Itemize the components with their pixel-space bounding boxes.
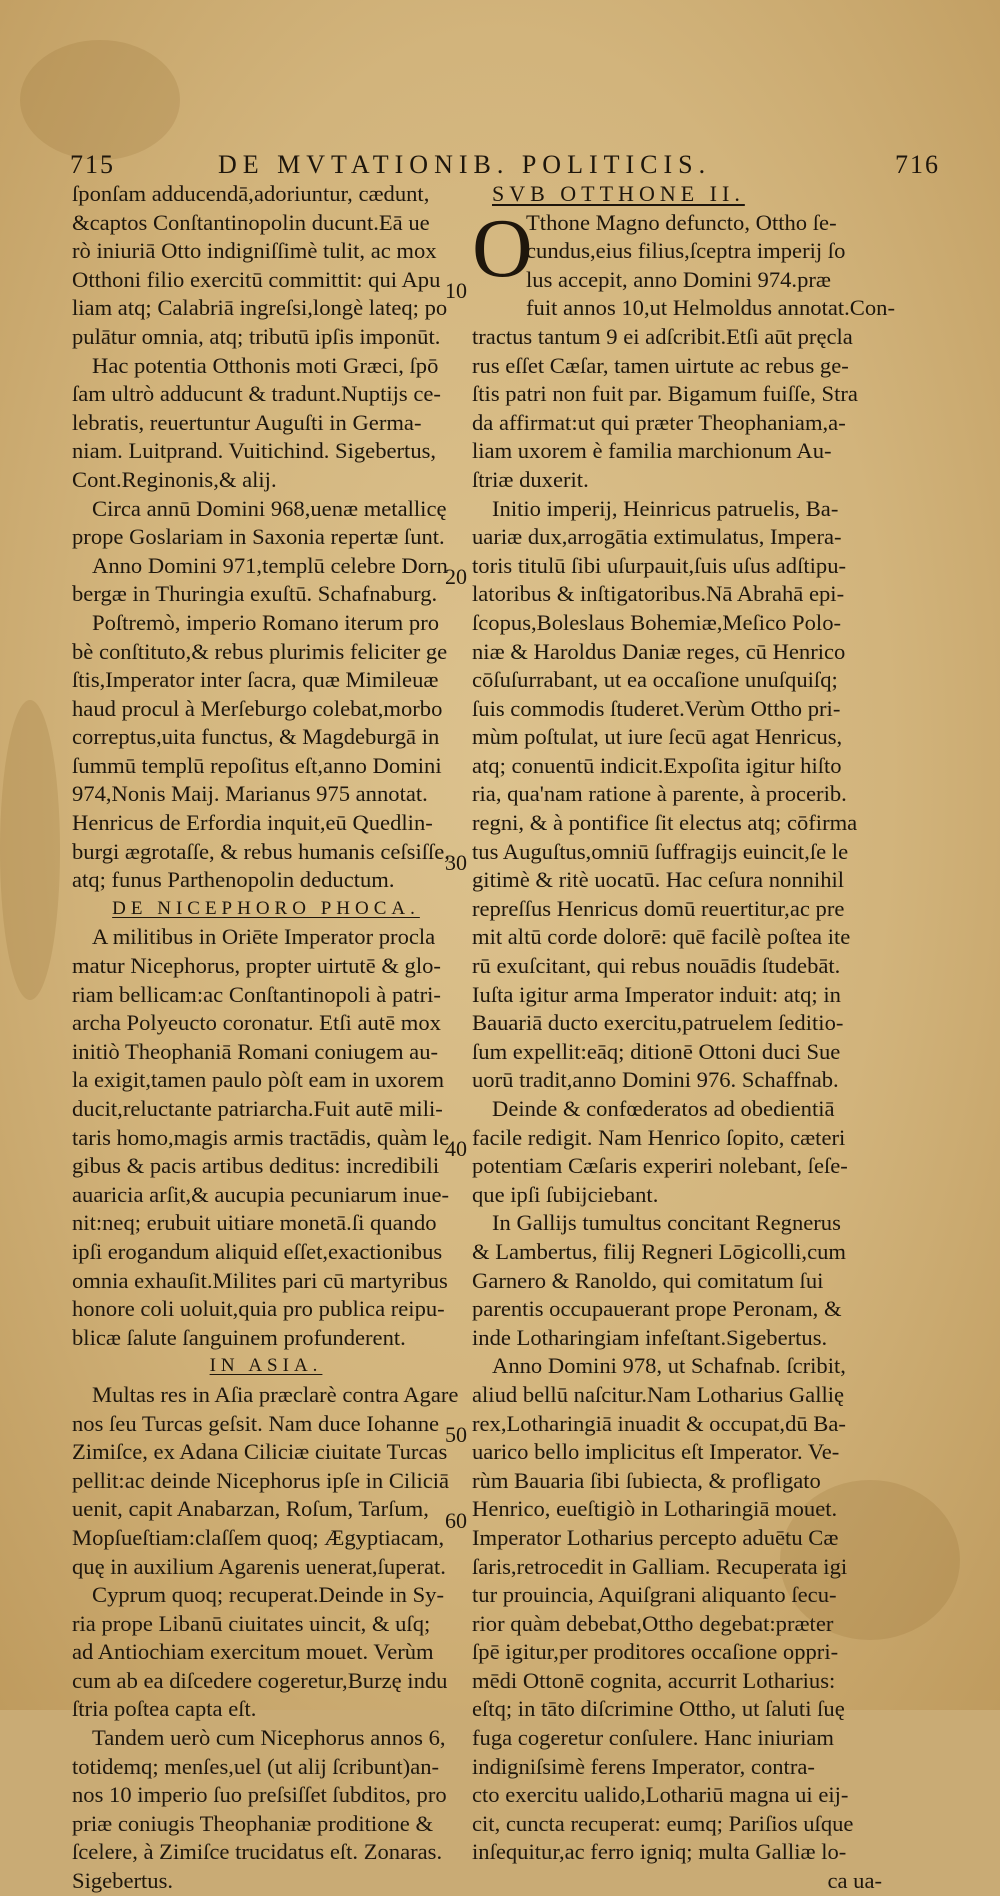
text-line: gitimè & ritè uocatū. Hac ceſura nonnihil: [472, 867, 845, 893]
text-line: ſummū templū repoſitus eſt,anno Domini: [72, 752, 442, 778]
text-line: Cyprum quoq; recuperat.Deinde in Sy-: [92, 1582, 445, 1608]
text-line: totidemq; menſes,uel (ut alij ſcribunt)an-: [72, 1753, 440, 1779]
text-line: matur Nicephorus, propter uirtutē & glo-: [72, 953, 441, 979]
text-line: ſtriæ duxerit.: [472, 466, 589, 492]
text-line: priæ coniugis Theophaniæ proditione &: [72, 1810, 434, 1836]
paper-stain: [0, 700, 60, 1000]
text-line: tractus tantum 9 ei adſcribit.Etſi aūt pręcla: [472, 323, 853, 349]
text-line: correptus,uita functus, & Magdeburgā in: [72, 724, 440, 750]
text-line: latoribus & inſtigatoribus.Nā Abrahā epi-: [472, 581, 845, 607]
text-line: mùm poſtulat, ut iure ſecū agat Henricus,: [472, 724, 843, 750]
text-line: ſcelere, à Zimiſce trucidatus eſt. Zonaras.: [72, 1839, 443, 1865]
text-line: Henrico, eueſtigiò in Lotharingiā mouet.: [472, 1496, 838, 1522]
text-line: Sigebertus.: [72, 1868, 174, 1894]
text-line: quę in auxilium Agarenis uenerat,ſuperat.: [72, 1553, 446, 1579]
running-header: [70, 150, 940, 184]
text-line: In Gallijs tumultus concitant Regnerus: [492, 1210, 841, 1236]
text-line: omnia exhauſit.Milites pari cū martyribus: [72, 1267, 448, 1293]
text-line: pulātur omnia, atq; tributū ipſis imponūt.: [72, 323, 441, 349]
text-line: parentis occupauerant prope Peronam, &: [472, 1296, 842, 1322]
line-number: 30: [445, 850, 467, 875]
line-number: 20: [445, 564, 467, 589]
text-line: riam bellicam:ac Conſtantinopoli à patri-: [72, 981, 441, 1007]
text-line: uariæ dux,arrogātia extimulatus, Impera-: [472, 524, 842, 550]
text-line: Zimiſce, ex Adana Ciliciæ ciuitate Turcas: [72, 1439, 448, 1465]
text-line: indigniſsimè ferens Imperator, contra-: [472, 1753, 815, 1779]
section-title-otthone: SVB OTTHONE II.: [492, 181, 745, 206]
text-line: mit altū corde dolorē: quē facilè poſtea ite: [472, 924, 851, 950]
text-line: taris homo,magis armis tractādis, quàm le: [72, 1124, 450, 1150]
drop-cap: O: [472, 201, 533, 295]
text-line: facile redigit. Nam Henrico ſopito, cæteri: [472, 1124, 846, 1150]
text-line: tur prouincia, Aquiſgrani aliquanto ſecu-: [472, 1582, 837, 1608]
section-heading: DE NICEPHORO PHOCA.: [112, 897, 420, 919]
text-line: ſponſam adducendā,adoriuntur, cædunt,: [72, 181, 430, 206]
text-line: Deinde & confœderatos ad obedientiā: [492, 1096, 835, 1121]
text-line: Anno Domini 978, ut Schafnab. ſcribit,: [492, 1353, 846, 1379]
text-line: da affirmat:ut qui præter Theophaniam,a-: [472, 409, 846, 435]
page-number-left: 715: [70, 150, 115, 179]
text-line: niam. Luitprand. Vuitichind. Sigebertus,: [72, 438, 437, 464]
text-line: Tandem uerò cum Nicephorus annos 6,: [92, 1725, 446, 1751]
text-line: ſtis,Imperator inter ſacra, quæ Mimileuæ: [72, 667, 439, 693]
text-line: repreſſus Henricus domū reuertitur,ac pre: [472, 895, 845, 921]
text-line: uarico bello implicitus eſt Imperator. Ve-: [472, 1439, 840, 1465]
text-line: aliud bellū naſcitur.Nam Lotharius Gallię: [472, 1381, 845, 1407]
text-line: prope Goslariam in Saxonia repertæ ſunt.: [72, 524, 445, 550]
text-line: 974,Nonis Maij. Marianus 975 annotat.: [72, 781, 428, 807]
text-line: ducit,reluctante patriarcha.Fuit autē mili-: [72, 1096, 443, 1121]
paper-stain: [20, 40, 180, 160]
text-line: bè conſtituto,& rebus plurimis feliciter ge: [72, 638, 448, 664]
text-line: Multas res in Aſia præclarè contra Agare: [92, 1381, 459, 1407]
text-line: lebratis, reuertuntur Auguſti in Germa-: [72, 409, 422, 435]
text-line: Hac potentia Otthonis moti Græci, ſpō: [92, 352, 439, 378]
text-line: toris titulū ſibi uſurpauit,ſuis uſus adſtipu-: [472, 552, 847, 578]
text-line: Poſtremò, imperio Romano iterum pro: [92, 609, 440, 635]
text-line: ad Antiochiam exercitum mouet. Verùm: [72, 1639, 434, 1665]
text-line: honore coli uoluit,quia pro publica reipu-: [72, 1296, 445, 1322]
text-line: auaricia arſit,& aucupia pecuniarum inue-: [72, 1181, 450, 1207]
text-line: atq; conuentū indicit.Expoſita igitur hiſto: [472, 752, 842, 778]
text-line: ipſi erogandum aliquid eſſet,exactionibus: [72, 1238, 443, 1264]
text-line: lus accepit, anno Domini 974.præ: [526, 266, 831, 292]
line-number: 10: [445, 278, 467, 303]
text-line: ſtis patri non fuit par. Bigamum fuiſſe, Stra: [472, 381, 858, 407]
text-line: rò iniuriā Otto indigniſſimè tulit, ac mox: [72, 238, 437, 264]
text-line: cto exercitu ualido,Lothariū magna ui eij-: [472, 1782, 849, 1808]
text-line: Garnero & Ranoldo, qui comitatum ſui: [472, 1267, 824, 1293]
text-line: Mopſueſtiam:claſſem quoq; Ægyptiacam,: [72, 1524, 445, 1550]
text-line: nos 10 imperio ſuo preſsiſſet ſubditos, pro: [72, 1782, 447, 1808]
text-line: Circa annū Domini 968,uenæ metallicę: [92, 495, 447, 521]
section-heading: IN ASIA.: [209, 1355, 323, 1377]
text-line: ria, qua'nam ratione à parente, à procerib.: [472, 781, 847, 807]
text-line: cum ab ea diſcedere cogeretur,Burzę indu: [72, 1667, 448, 1693]
text-line: rex,Lotharingiā inuadit & occupat,dū Ba-: [472, 1410, 846, 1436]
text-line: rùm Bauaria ſibi ſubiecta, & profligato: [472, 1467, 821, 1493]
text-line: pellit:ac deinde Nicephorus ipſe in Ciliciā: [72, 1467, 450, 1493]
text-line: &captos Conſtantinopolin ducunt.Eā ue: [72, 209, 430, 235]
catchword: ca ua-: [827, 1868, 882, 1894]
line-number: 60: [445, 1508, 467, 1533]
text-line: ſuis commodis ſtuderet.Verùm Ottho pri-: [472, 695, 841, 721]
text-line: fuga cogeretur conſulere. Hanc iniuriam: [472, 1725, 834, 1751]
text-line: ria prope Libanū ciuitates uincit, & uſq;: [72, 1610, 431, 1636]
text-line: Otthoni filio exercitū committit: qui Apu: [72, 266, 441, 292]
text-line: Imperator Lotharius percepto aduētu Cæ: [472, 1524, 839, 1550]
text-line: ſum expellit:eāq; ditionē Ottoni duci Sue: [472, 1038, 841, 1064]
text-line: initiò Theophaniā Romani coniugem au-: [72, 1038, 439, 1064]
text-line: rū exuſcitant, qui rebus nouādis ſtudebāt.: [472, 953, 841, 979]
left-column: [72, 180, 460, 1896]
running-title: DE MVTATIONIB. POLITICIS.: [218, 150, 712, 179]
text-line: regni, & à pontifice ſit electus atq; cōfirma: [472, 810, 858, 836]
text-line: atq; funus Parthenopolin deductum.: [72, 867, 395, 893]
text-line: Anno Domini 971,templū celebre Dorn: [92, 552, 448, 578]
text-line: bergæ in Thuringia exuſtū. Schafnaburg.: [72, 581, 438, 607]
text-line: archa Polyeucto coronatur. Etſi autē mox: [72, 1010, 441, 1036]
text-line: cit, cuncta recuperat: eumq; Pariſios uſque: [472, 1810, 854, 1836]
text-line: ſam ultrò adducunt & tradunt.Nuptijs ce-: [72, 381, 441, 407]
text-line: Cont.Reginonis,& alij.: [72, 466, 277, 492]
text-line: burgi ægrotaſſe, & rebus humanis ceſsiſſe,: [72, 838, 450, 864]
text-line: ſtria poſtea capta eſt.: [72, 1696, 257, 1722]
text-line: Iuſta igitur arma Imperator induit: atq; in: [472, 981, 841, 1007]
text-line: nit:neq; erubuit uitiare monetā.ſi quando: [72, 1210, 437, 1236]
text-line: liam uxorem è familia marchionum Au-: [472, 438, 832, 464]
page-number-right: 716: [895, 150, 940, 179]
text-line: fuit annos 10,ut Helmoldus annotat.Con-: [526, 295, 895, 321]
text-line: niæ & Haroldus Daniæ reges, cū Henrico: [472, 638, 846, 664]
text-line: que ipſi ſubijciebant.: [472, 1181, 659, 1207]
line-number: 40: [445, 1136, 467, 1161]
text-line: Henricus de Erfordia inquit,eū Quedlin-: [72, 810, 433, 836]
text-line: Initio imperij, Heinricus patruelis, Ba-: [492, 495, 839, 521]
text-line: rus eſſet Cæſar, tamen uirtute ac rebus ge-: [472, 352, 849, 378]
line-number: 50: [445, 1422, 467, 1447]
text-line: haud procul à Merſeburgo colebat,morbo: [72, 695, 443, 721]
right-column: [472, 180, 895, 1896]
text-line: ſcopus,Boleslaus Bohemiæ,Meſico Polo-: [472, 609, 842, 635]
text-line: tus Auguſtus,omniū ſuffragijs euincit,ſe le: [472, 838, 849, 864]
text-line: inſequitur,ac ferro igniq; multa Galliæ lo-: [472, 1839, 847, 1865]
text-line: potentiam Cæſaris experiri nolebant, ſeſe-: [472, 1153, 848, 1179]
text-line: blicæ ſalute ſanguinem profunderent.: [72, 1324, 406, 1350]
text-line: cundus,eius filius,ſceptra imperij ſo: [526, 238, 846, 264]
text-line: la exigit,tamen paulo pòſt eam in uxorem: [72, 1067, 445, 1093]
text-line: ſaris,retrocedit in Galliam. Recuperata igi: [472, 1553, 848, 1579]
text-line: rior quàm debebat,Ottho degebat:præter: [472, 1610, 834, 1636]
text-line: inde Lotharingiam infeſtant.Sigebertus.: [472, 1324, 828, 1350]
text-line: uorū tradit,anno Domini 976. Schaffnab.: [472, 1067, 839, 1093]
text-line: A militibus in Oriēte Imperator procla: [92, 924, 436, 950]
text-line: ſpē igitur,per proditores occaſione oppri-: [472, 1639, 839, 1665]
right-column-body: [472, 201, 895, 1867]
text-line: uenit, capit Anabarzan, Roſum, Tarſum,: [72, 1496, 429, 1522]
text-line: liam atq; Calabriā ingreſsi,longè lateq; po: [72, 295, 448, 321]
text-line: nos ſeu Turcas geſsit. Nam duce Iohanne: [72, 1410, 440, 1436]
text-line: eſtq; in tāto diſcrimine Ottho, ut ſaluti ſuę: [472, 1696, 845, 1722]
text-line: mēdi Ottonē cognita, accurrit Lotharius:: [472, 1667, 836, 1693]
text-line: Tthone Magno defuncto, Ottho ſe-: [526, 209, 837, 235]
text-line: gibus & pacis artibus deditus: incredibili: [72, 1153, 440, 1179]
text-line: cōſuſurrabant, ut ea occaſione unuſquiſq;: [472, 667, 838, 693]
text-line: & Lambertus, filij Regneri Lōgicolli,cum: [472, 1238, 846, 1264]
text-line: Bauariā ducto exercitu,patruelem ſeditio-: [472, 1010, 844, 1036]
